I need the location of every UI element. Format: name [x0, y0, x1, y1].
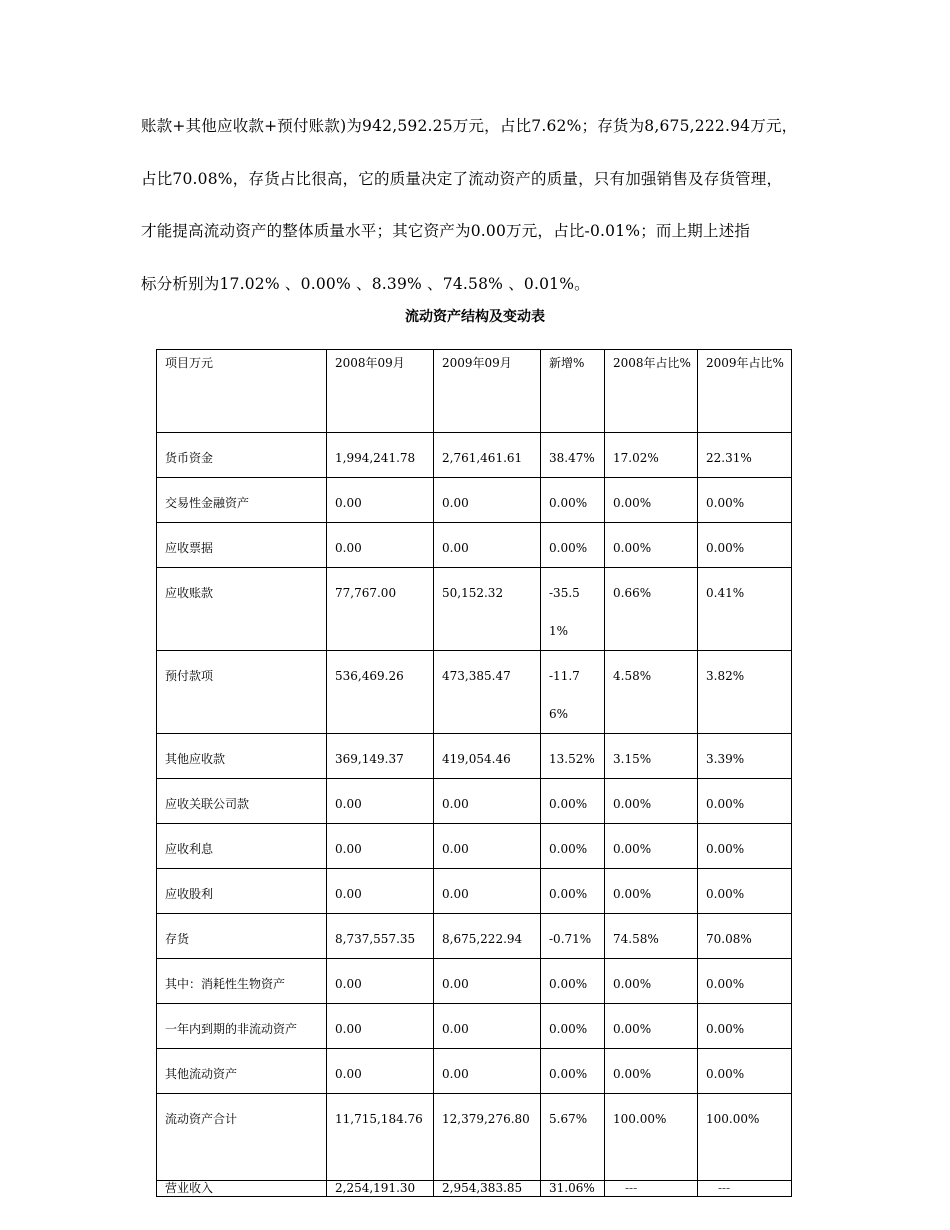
table-cell: 0.00%: [605, 1004, 698, 1049]
table-cell: 0.00%: [605, 779, 698, 824]
table-cell: 22.31%: [698, 433, 792, 478]
table-cell: 交易性金融资产: [157, 478, 327, 523]
table-cell: 0.00: [434, 779, 541, 824]
table-cell: 0.00: [327, 1049, 434, 1094]
table-cell: 0.00: [434, 959, 541, 1004]
table-cell: 其中：消耗性生物资产: [157, 959, 327, 1004]
table-cell: 3.39%: [698, 734, 792, 779]
table-row: [157, 869, 792, 914]
table-cell: 8,675,222.94: [434, 914, 541, 959]
table-cell: -11.76%: [541, 651, 605, 734]
table-cell: 11,715,184.76: [327, 1094, 434, 1181]
table-cell: 100.00%: [698, 1094, 792, 1181]
table-cell: 74.58%: [605, 914, 698, 959]
table-cell: 其他流动资产: [157, 1049, 327, 1094]
dash-placeholder: ---: [718, 1181, 731, 1195]
table-cell: 0.00%: [698, 478, 792, 523]
table-cell: 100.00%: [605, 1094, 698, 1181]
table-cell: 0.00%: [605, 523, 698, 568]
table-cell: 0.00%: [698, 869, 792, 914]
table-cell: 0.00: [327, 869, 434, 914]
table-cell: 0.00%: [541, 1049, 605, 1094]
table-cell: 0.00%: [698, 824, 792, 869]
table-cell: [698, 1181, 792, 1197]
table-cell: 13.52%: [541, 734, 605, 779]
table-row: [157, 914, 792, 959]
table-cell: 0.00: [327, 959, 434, 1004]
table-cell: 0.00%: [698, 523, 792, 568]
table-row: [157, 734, 792, 779]
header-cell: 新增%: [541, 350, 605, 433]
table-row: [157, 959, 792, 1004]
table-cell: 4.58%: [605, 651, 698, 734]
table-cell: 2,954,383.85: [434, 1181, 541, 1197]
table-cell: 一年内到期的非流动资产: [157, 1004, 327, 1049]
table-cell: 应收利息: [157, 824, 327, 869]
table-cell: 3.82%: [698, 651, 792, 734]
table-cell: 0.66%: [605, 568, 698, 651]
table-row: [157, 433, 792, 478]
table-row: [157, 478, 792, 523]
table-cell: [605, 1181, 698, 1197]
table-row: [157, 824, 792, 869]
table-cell: 0.00: [434, 478, 541, 523]
table-cell: 5.67%: [541, 1094, 605, 1181]
table-cell: 38.47%: [541, 433, 605, 478]
table-cell: 369,149.37: [327, 734, 434, 779]
table-cell: 0.00%: [541, 869, 605, 914]
body-paragraph: [141, 100, 831, 310]
table-cell: 1,994,241.78: [327, 433, 434, 478]
header-cell: 项目万元: [157, 350, 327, 433]
table-cell: 0.00%: [541, 959, 605, 1004]
table-cell: 0.00: [434, 824, 541, 869]
table-cell: 31.06%: [541, 1181, 605, 1197]
table-cell: 0.00%: [698, 959, 792, 1004]
table-cell: 应收票据: [157, 523, 327, 568]
table-cell: 0.00: [327, 824, 434, 869]
table-cell: 应收关联公司款: [157, 779, 327, 824]
table-cell: 0.00%: [541, 1004, 605, 1049]
table-row: [157, 523, 792, 568]
table-cell: 0.00%: [605, 959, 698, 1004]
table-row: [157, 1094, 792, 1181]
table-cell: 0.00: [434, 523, 541, 568]
paragraph-line: 才能提高流动资产的整体质量水平；其它资产为0.00万元，占比-0.01%；而上期上述指: [141, 222, 751, 240]
table-cell: 0.00%: [541, 523, 605, 568]
table-cell: 3.15%: [605, 734, 698, 779]
table-cell: 0.00%: [605, 869, 698, 914]
table-cell: 应收账款: [157, 568, 327, 651]
table-cell: 货币资金: [157, 433, 327, 478]
header-cell: 2009年09月: [434, 350, 541, 433]
table-cell: 0.00: [327, 478, 434, 523]
table-cell: 0.00%: [541, 824, 605, 869]
table-cell: 流动资产合计: [157, 1094, 327, 1181]
table-cell: 0.00: [434, 1004, 541, 1049]
table-cell: 0.00%: [605, 824, 698, 869]
table-cell: 0.00%: [698, 779, 792, 824]
table-cell: 17.02%: [605, 433, 698, 478]
table-cell: 0.00%: [698, 1049, 792, 1094]
table-cell: 存货: [157, 914, 327, 959]
table-cell: -0.71%: [541, 914, 605, 959]
header-cell: 2009年占比%: [698, 350, 792, 433]
table-row: [157, 1004, 792, 1049]
table-row: [157, 651, 792, 734]
table-row: [157, 1181, 792, 1197]
table-cell: 预付款项: [157, 651, 327, 734]
table-cell: 50,152.32: [434, 568, 541, 651]
table-cell: 0.00: [434, 1049, 541, 1094]
table-row: [157, 1049, 792, 1094]
table-cell: 77,767.00: [327, 568, 434, 651]
current-assets-table: [156, 349, 792, 1197]
table-cell: 12,379,276.80: [434, 1094, 541, 1181]
dash-placeholder: ---: [625, 1181, 638, 1195]
table-cell: 应收股利: [157, 869, 327, 914]
table-row: [157, 779, 792, 824]
header-cell: 2008年占比%: [605, 350, 698, 433]
paragraph-line: 占比70.08%，存货占比很高，它的质量决定了流动资产的质量，只有加强销售及存货管理，: [141, 169, 783, 188]
table-cell: 473,385.47: [434, 651, 541, 734]
table-cell: 2,761,461.61: [434, 433, 541, 478]
table-cell: 0.00: [327, 1004, 434, 1049]
table-title: 流动资产结构及变动表: [405, 309, 545, 325]
table-header-row: [157, 350, 792, 433]
table-row: [157, 568, 792, 651]
table-cell: 0.00: [434, 869, 541, 914]
table-cell: 0.00%: [605, 1049, 698, 1094]
header-cell: 2008年09月: [327, 350, 434, 433]
table-cell: 70.08%: [698, 914, 792, 959]
table-cell: 0.00%: [698, 1004, 792, 1049]
table-cell: 2,254,191.30: [327, 1181, 434, 1197]
table-cell: 0.41%: [698, 568, 792, 651]
table-cell: 0.00: [327, 523, 434, 568]
table-cell: 0.00%: [605, 478, 698, 523]
paragraph-line: 标分析别为17.02% 、0.00% 、8.39% 、74.58% 、0.01%。: [141, 274, 590, 293]
table-cell: 其他应收款: [157, 734, 327, 779]
table-cell: 0.00%: [541, 779, 605, 824]
table-cell: 0.00: [327, 779, 434, 824]
table-cell: 8,737,557.35: [327, 914, 434, 959]
table-cell: -35.51%: [541, 568, 605, 651]
table-cell: 536,469.26: [327, 651, 434, 734]
table-cell: 0.00%: [541, 478, 605, 523]
table-cell: 营业收入: [157, 1181, 327, 1197]
paragraph-line: 账款+其他应收款+预付账款)为942,592.25万元，占比7.62%；存货为8,675,222.94万元，: [141, 117, 798, 135]
table-cell: 419,054.46: [434, 734, 541, 779]
